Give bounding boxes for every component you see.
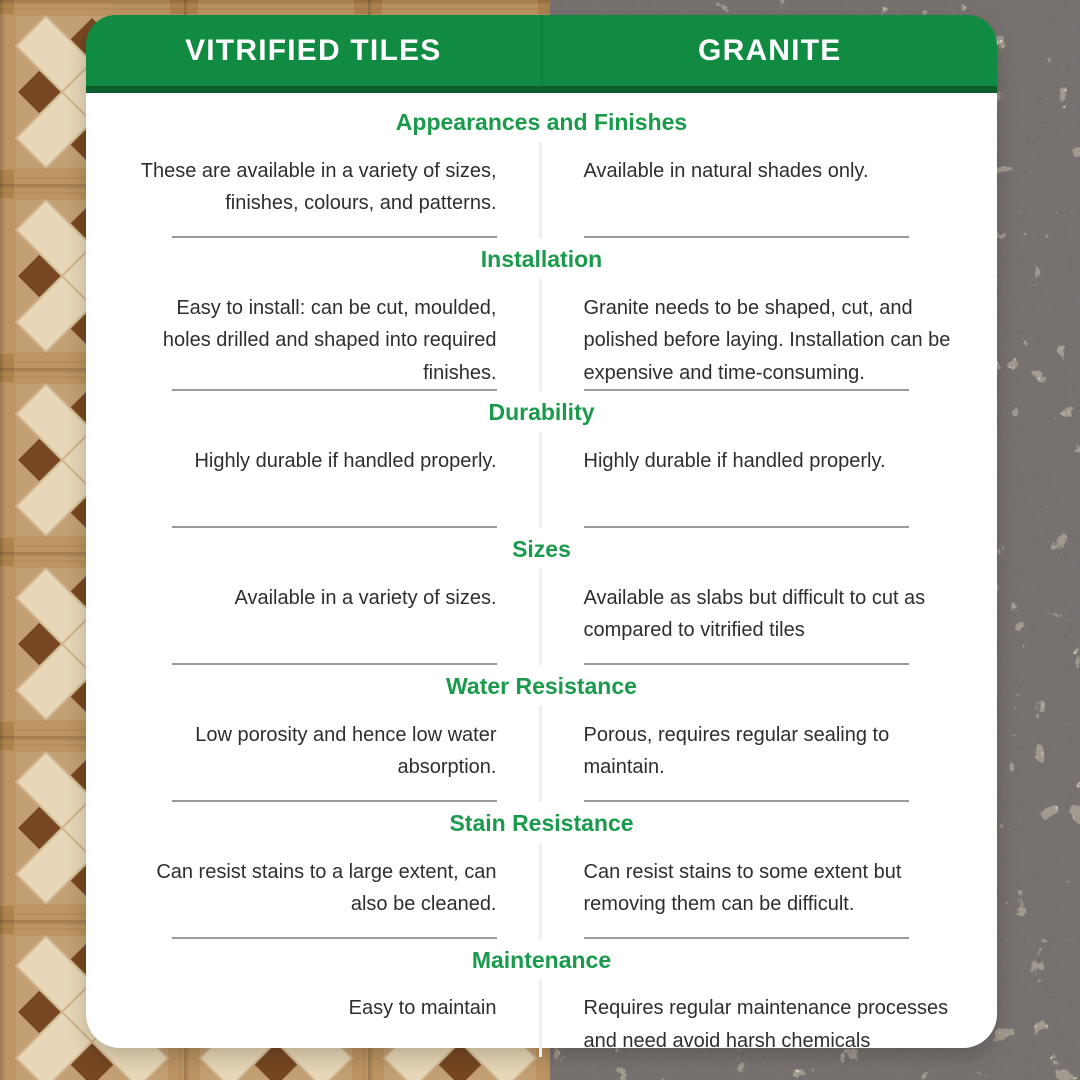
comparison-section xyxy=(86,939,997,1058)
granite-cell xyxy=(542,843,998,939)
vitrified-tiles-cell xyxy=(86,279,542,391)
vitrified-tiles-cell-text: Easy to maintain xyxy=(348,997,497,1020)
card-header xyxy=(86,15,997,93)
section-heading: Installation xyxy=(480,245,603,272)
vitrified-tiles-cell-text: Available in a variety of sizes. xyxy=(234,586,497,609)
section-heading: Water Resistance xyxy=(446,672,637,699)
comparison-section xyxy=(86,528,997,665)
section-cells xyxy=(86,569,997,665)
section-heading: Appearances and Finishes xyxy=(395,109,688,135)
vitrified-tiles-title: VITRIFIED TILES xyxy=(185,33,442,67)
comparison-section xyxy=(86,101,997,238)
vitrified-tiles-cell-text: Can resist stains to a large extent, can also be cleaned. xyxy=(156,860,497,915)
card-body xyxy=(86,93,997,1073)
granite-cell-text: Granite needs to be shaped, cut, and polished before laying. Installation can be expensive and time-consuming. xyxy=(583,296,951,384)
comparison-section xyxy=(86,238,997,391)
section-heading: Sizes xyxy=(512,535,571,562)
granite-title: GRANITE xyxy=(698,33,842,67)
vitrified-tiles-cell xyxy=(86,843,542,939)
section-heading: Maintenance xyxy=(471,946,612,973)
granite-cell xyxy=(542,706,998,802)
section-cells xyxy=(86,706,997,802)
granite-cell-text: Available as slabs but difficult to cut as compared to vitrified tiles xyxy=(583,586,926,642)
header-column-granite xyxy=(543,15,998,86)
comparison-section xyxy=(86,802,997,939)
granite-cell xyxy=(542,432,998,528)
section-cells xyxy=(86,142,997,238)
granite-cell-text: Requires regular maintenance processes and need avoid harsh chemicals xyxy=(583,997,949,1052)
section-heading: Stain Resistance xyxy=(449,809,634,836)
granite-cell xyxy=(542,279,998,391)
granite-cell xyxy=(542,569,998,665)
section-cells xyxy=(86,432,997,528)
vitrified-tiles-cell xyxy=(86,142,542,238)
granite-cell xyxy=(542,142,998,238)
section-cells xyxy=(86,279,997,391)
vitrified-tiles-cell-text: Easy to install: can be cut, moulded, holes drilled and shaped into required finishes. xyxy=(162,296,497,384)
vitrified-tiles-cell xyxy=(86,432,542,528)
comparison-card xyxy=(86,15,997,1052)
comparison-section xyxy=(86,665,997,802)
vitrified-tiles-cell xyxy=(86,569,542,665)
vitrified-tiles-cell xyxy=(86,979,542,1057)
granite-cell xyxy=(542,979,998,1057)
granite-cell-text: Highly durable if handled properly. xyxy=(583,449,886,472)
section-cells xyxy=(86,843,997,939)
granite-cell-text: Available in natural shades only. xyxy=(583,159,869,182)
vitrified-tiles-cell-text: Low porosity and hence low water absorption. xyxy=(195,723,497,779)
vitrified-tiles-cell-text: These are available in a variety of sizes, finishes, colours, and patterns. xyxy=(140,159,497,215)
comparison-section xyxy=(86,391,997,528)
vitrified-tiles-cell xyxy=(86,706,542,802)
header-column-vitrified-tiles xyxy=(86,15,543,86)
vitrified-tiles-cell-text: Highly durable if handled properly. xyxy=(194,449,497,472)
section-cells xyxy=(86,979,997,1057)
section-heading: Durability xyxy=(488,398,595,425)
granite-cell-text: Porous, requires regular sealing to maintain. xyxy=(583,723,890,779)
granite-cell-text: Can resist stains to some extent but removing them can be difficult. xyxy=(583,860,902,915)
